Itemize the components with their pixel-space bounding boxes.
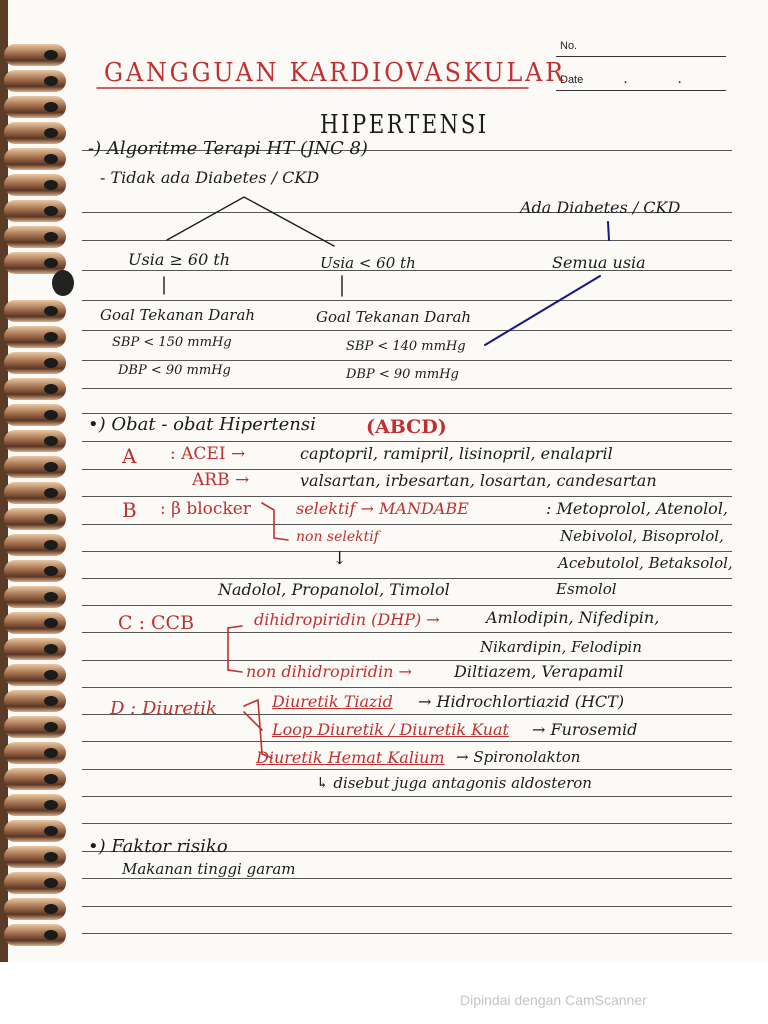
sbp-right: SBP < 140 mmHg	[346, 339, 466, 354]
hemat-kalium-label: Diuretik Hemat Kalium	[256, 748, 445, 767]
arb-label: ARB →	[192, 470, 250, 490]
faktor-heading: •) Faktor risiko	[88, 836, 228, 857]
branch-lines	[167, 197, 334, 246]
camscanner-footer: Dipindai dengan CamScanner	[460, 992, 647, 1008]
all-ages-label: Semua usia	[552, 253, 646, 272]
nondhp-drugs: Diltiazem, Verapamil	[454, 662, 624, 681]
diabetes-arrow	[485, 276, 600, 345]
ccb-label: C : CCB	[118, 612, 195, 634]
loop-drugs: → Furosemid	[532, 720, 638, 739]
no-label: No.	[560, 40, 578, 52]
age-ge60-label: Usia ≥ 60 th	[128, 250, 231, 269]
dbp-left: DBP < 90 mmHg	[118, 363, 231, 378]
algoritme-heading: -) Algoritme Terapi HT (JNC 8)	[88, 138, 368, 159]
down-arrow: ↓	[332, 548, 348, 569]
obat-heading: •) Obat - obat Hipertensi	[88, 414, 316, 435]
nonselektif-drugs: Nadolol, Propanolol, Timolol	[218, 580, 450, 599]
nondhp-label: non dihidropiridin →	[246, 662, 412, 681]
arb-drugs: valsartan, irbesartan, losartan, candesartan	[300, 471, 657, 490]
abcd-label: (ABCD)	[366, 416, 447, 438]
hemat-kalium-drugs: → Spironolakton	[456, 748, 581, 766]
ccb-bracket	[228, 626, 242, 672]
dhp-label: dihidropiridin (DHP) →	[254, 610, 440, 629]
selektif-drugs-2: Nebivolol, Bisoprolol,	[560, 527, 724, 545]
with-diabetes-label: Ada Diabetes / CKD	[520, 198, 681, 217]
page-title: GANGGUAN KARDIOVASKULAR	[104, 58, 566, 88]
acei-label: : ACEI →	[170, 444, 246, 464]
topic-title: HIPERTENSI	[320, 110, 489, 140]
age-lt60-label: Usia < 60 th	[320, 254, 416, 272]
b-letter: B	[122, 498, 137, 522]
tiazid-label: Diuretik Tiazid	[272, 692, 393, 711]
no-diabetes-label: - Tidak ada Diabetes / CKD	[100, 168, 320, 187]
dhp-drugs-1: Amlodipin, Nifedipin,	[486, 608, 660, 627]
beta-blocker-label: : β blocker	[160, 499, 251, 519]
goal-left-label: Goal Tekanan Darah	[100, 306, 256, 324]
selektif-label: selektif → MANDABE	[296, 499, 469, 518]
sbp-left: SBP < 150 mmHg	[112, 335, 232, 350]
dbp-right: DBP < 90 mmHg	[346, 367, 459, 382]
faktor-item-1: Makanan tinggi garam	[122, 860, 296, 878]
non-selektif-label: non selektif	[296, 529, 379, 545]
dhp-drugs-2: Nikardipin, Felodipin	[480, 638, 642, 656]
diuretik-label: D : Diuretik	[110, 698, 217, 719]
a-letter: A	[122, 444, 137, 468]
beta-bracket	[262, 503, 288, 540]
aldosteron-note: ↳ disebut juga antagonis aldosteron	[316, 774, 592, 792]
tiazid-drugs: → Hidrochlortiazid (HCT)	[418, 692, 625, 711]
diuretik-bracket	[244, 700, 272, 758]
loop-label: Loop Diuretik / Diuretik Kuat	[272, 720, 509, 739]
goal-right-label: Goal Tekanan Darah	[316, 308, 472, 326]
selektif-drugs-3: Acebutolol, Betaksolol,	[558, 554, 733, 572]
date-dots: . .	[624, 74, 706, 86]
selektif-drugs-1: : Metoprolol, Atenolol,	[546, 499, 729, 518]
acei-drugs: captopril, ramipril, lisinopril, enalapril	[300, 444, 613, 463]
diabetes-tick	[608, 222, 609, 240]
selektif-drugs-4: Esmolol	[556, 580, 617, 598]
date-label: Date	[560, 74, 584, 86]
